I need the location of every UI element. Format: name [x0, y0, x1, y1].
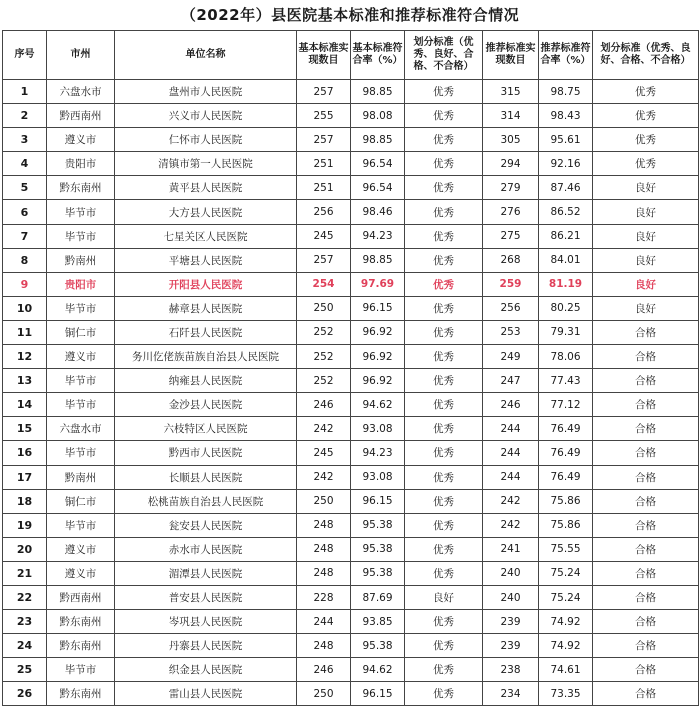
- cell-basic-num: 250: [297, 296, 351, 320]
- cell-name: 平塘县人民医院: [115, 248, 297, 272]
- cell-city: 贵阳市: [47, 152, 115, 176]
- cell-name: 丹寨县人民医院: [115, 634, 297, 658]
- table-row-highlighted: [3, 272, 699, 296]
- cell-basic-grade: 优秀: [405, 296, 483, 320]
- cell-basic-grade: 优秀: [405, 393, 483, 417]
- cell-basic-num: 248: [297, 561, 351, 585]
- cell-basic-num: 228: [297, 585, 351, 609]
- cell-name: 兴义市人民医院: [115, 104, 297, 128]
- cell-rec-grade: 合格: [593, 634, 699, 658]
- cell-city: 黔南州: [47, 248, 115, 272]
- cell-rec-grade: 合格: [593, 345, 699, 369]
- cell-city: 黔西南州: [47, 104, 115, 128]
- cell-basic-rate: 96.54: [351, 176, 405, 200]
- cell-rec-rate: 98.43: [539, 104, 593, 128]
- header-city: 市州: [47, 31, 115, 80]
- cell-no: 13: [3, 369, 47, 393]
- cell-basic-num: 242: [297, 417, 351, 441]
- cell-basic-rate: 95.38: [351, 634, 405, 658]
- cell-no: 21: [3, 561, 47, 585]
- cell-basic-num: 257: [297, 128, 351, 152]
- table-row: [3, 634, 699, 658]
- cell-name: 赤水市人民医院: [115, 537, 297, 561]
- cell-name: 松桃苗族自治县人民医院: [115, 489, 297, 513]
- cell-basic-rate: 94.23: [351, 441, 405, 465]
- cell-basic-grade: 优秀: [405, 345, 483, 369]
- cell-basic-rate: 98.85: [351, 80, 405, 104]
- cell-basic-num: 242: [297, 465, 351, 489]
- cell-rec-grade: 合格: [593, 465, 699, 489]
- cell-basic-num: 248: [297, 513, 351, 537]
- table-row: [3, 489, 699, 513]
- cell-rec-grade: 合格: [593, 585, 699, 609]
- table-row: [3, 658, 699, 682]
- cell-rec-num: 244: [483, 441, 539, 465]
- cell-name: 黄平县人民医院: [115, 176, 297, 200]
- cell-rec-num: 305: [483, 128, 539, 152]
- cell-rec-rate: 86.21: [539, 224, 593, 248]
- cell-no: 1: [3, 80, 47, 104]
- cell-city: 黔东南州: [47, 682, 115, 706]
- cell-rec-num: 314: [483, 104, 539, 128]
- header-no: 序号: [3, 31, 47, 80]
- cell-rec-grade: 良好: [593, 272, 699, 296]
- cell-basic-grade: 优秀: [405, 200, 483, 224]
- cell-name: 大方县人民医院: [115, 200, 297, 224]
- cell-rec-grade: 合格: [593, 369, 699, 393]
- cell-name: 六枝特区人民医院: [115, 417, 297, 441]
- cell-rec-num: 244: [483, 417, 539, 441]
- cell-rec-num: 239: [483, 634, 539, 658]
- table-row: [3, 200, 699, 224]
- cell-city: 遵义市: [47, 345, 115, 369]
- cell-basic-grade: 优秀: [405, 658, 483, 682]
- cell-no: 10: [3, 296, 47, 320]
- cell-rec-rate: 75.86: [539, 513, 593, 537]
- cell-rec-grade: 良好: [593, 176, 699, 200]
- cell-rec-num: 315: [483, 80, 539, 104]
- cell-name: 仁怀市人民医院: [115, 128, 297, 152]
- cell-no: 26: [3, 682, 47, 706]
- cell-no: 18: [3, 489, 47, 513]
- cell-no: 16: [3, 441, 47, 465]
- cell-rec-grade: 良好: [593, 296, 699, 320]
- cell-basic-grade: 良好: [405, 585, 483, 609]
- table-row: [3, 80, 699, 104]
- cell-rec-grade: 合格: [593, 610, 699, 634]
- cell-rec-rate: 79.31: [539, 320, 593, 344]
- cell-basic-grade: 优秀: [405, 248, 483, 272]
- header-rec-num: 推荐标准实现数目: [483, 31, 539, 80]
- cell-no: 23: [3, 610, 47, 634]
- cell-city: 毕节市: [47, 658, 115, 682]
- cell-name: 赫章县人民医院: [115, 296, 297, 320]
- cell-city: 毕节市: [47, 224, 115, 248]
- cell-name: 岑巩县人民医院: [115, 610, 297, 634]
- cell-name: 织金县人民医院: [115, 658, 297, 682]
- table-row: [3, 682, 699, 706]
- cell-no: 2: [3, 104, 47, 128]
- cell-name: 七星关区人民医院: [115, 224, 297, 248]
- cell-basic-grade: 优秀: [405, 561, 483, 585]
- cell-rec-rate: 74.92: [539, 634, 593, 658]
- cell-basic-rate: 94.62: [351, 658, 405, 682]
- cell-no: 4: [3, 152, 47, 176]
- cell-name: 石阡县人民医院: [115, 320, 297, 344]
- cell-basic-num: 251: [297, 152, 351, 176]
- cell-rec-num: 275: [483, 224, 539, 248]
- cell-no: 24: [3, 634, 47, 658]
- cell-name: 黔西市人民医院: [115, 441, 297, 465]
- cell-rec-grade: 优秀: [593, 104, 699, 128]
- header-rec-grade: 划分标准（优秀、良好、合格、不合格）: [593, 31, 699, 80]
- cell-basic-rate: 96.15: [351, 296, 405, 320]
- table-row: [3, 610, 699, 634]
- cell-city: 黔东南州: [47, 634, 115, 658]
- cell-rec-rate: 73.35: [539, 682, 593, 706]
- cell-rec-rate: 78.06: [539, 345, 593, 369]
- cell-rec-grade: 合格: [593, 513, 699, 537]
- cell-no: 25: [3, 658, 47, 682]
- cell-rec-num: 247: [483, 369, 539, 393]
- cell-city: 贵阳市: [47, 272, 115, 296]
- cell-city: 遵义市: [47, 537, 115, 561]
- cell-basic-grade: 优秀: [405, 610, 483, 634]
- cell-no: 15: [3, 417, 47, 441]
- cell-basic-grade: 优秀: [405, 682, 483, 706]
- cell-basic-grade: 优秀: [405, 104, 483, 128]
- cell-rec-rate: 81.19: [539, 272, 593, 296]
- cell-rec-num: 294: [483, 152, 539, 176]
- cell-city: 黔南州: [47, 465, 115, 489]
- cell-rec-rate: 76.49: [539, 465, 593, 489]
- cell-basic-grade: 优秀: [405, 513, 483, 537]
- cell-no: 6: [3, 200, 47, 224]
- cell-basic-rate: 98.85: [351, 248, 405, 272]
- cell-basic-num: 250: [297, 489, 351, 513]
- cell-no: 11: [3, 320, 47, 344]
- cell-rec-num: 241: [483, 537, 539, 561]
- cell-basic-num: 251: [297, 176, 351, 200]
- cell-rec-grade: 优秀: [593, 80, 699, 104]
- cell-basic-grade: 优秀: [405, 417, 483, 441]
- cell-rec-num: 256: [483, 296, 539, 320]
- cell-basic-grade: 优秀: [405, 537, 483, 561]
- cell-basic-num: 250: [297, 682, 351, 706]
- cell-name: 湄潭县人民医院: [115, 561, 297, 585]
- cell-basic-num: 245: [297, 441, 351, 465]
- cell-basic-rate: 93.85: [351, 610, 405, 634]
- cell-rec-num: 242: [483, 489, 539, 513]
- cell-rec-num: 259: [483, 272, 539, 296]
- cell-basic-rate: 94.62: [351, 393, 405, 417]
- cell-basic-grade: 优秀: [405, 320, 483, 344]
- table-row: [3, 320, 699, 344]
- table-row: [3, 537, 699, 561]
- cell-basic-rate: 93.08: [351, 465, 405, 489]
- cell-name: 长顺县人民医院: [115, 465, 297, 489]
- cell-rec-rate: 75.55: [539, 537, 593, 561]
- table-row: [3, 128, 699, 152]
- cell-no: 20: [3, 537, 47, 561]
- cell-basic-rate: 96.54: [351, 152, 405, 176]
- cell-basic-grade: 优秀: [405, 465, 483, 489]
- cell-basic-grade: 优秀: [405, 272, 483, 296]
- header-basic-num: 基本标准实现数目: [297, 31, 351, 80]
- cell-rec-grade: 合格: [593, 561, 699, 585]
- cell-basic-grade: 优秀: [405, 634, 483, 658]
- cell-basic-num: 256: [297, 200, 351, 224]
- cell-basic-grade: 优秀: [405, 152, 483, 176]
- cell-basic-rate: 96.15: [351, 489, 405, 513]
- cell-no: 12: [3, 345, 47, 369]
- cell-basic-rate: 95.38: [351, 561, 405, 585]
- cell-basic-num: 254: [297, 272, 351, 296]
- header-basic-rate: 基本标准符合率（%）: [351, 31, 405, 80]
- cell-name: 清镇市第一人民医院: [115, 152, 297, 176]
- cell-rec-rate: 87.46: [539, 176, 593, 200]
- cell-city: 毕节市: [47, 393, 115, 417]
- cell-no: 22: [3, 585, 47, 609]
- cell-basic-grade: 优秀: [405, 224, 483, 248]
- cell-rec-rate: 75.24: [539, 585, 593, 609]
- table-body: [3, 80, 699, 706]
- cell-no: 8: [3, 248, 47, 272]
- cell-rec-rate: 80.25: [539, 296, 593, 320]
- cell-name: 瓮安县人民医院: [115, 513, 297, 537]
- header-rec-rate: 推荐标准符合率（%）: [539, 31, 593, 80]
- cell-city: 遵义市: [47, 561, 115, 585]
- cell-city: 毕节市: [47, 513, 115, 537]
- cell-no: 14: [3, 393, 47, 417]
- cell-rec-grade: 合格: [593, 441, 699, 465]
- cell-name: 盘州市人民医院: [115, 80, 297, 104]
- cell-rec-num: 244: [483, 465, 539, 489]
- table-row: [3, 513, 699, 537]
- cell-rec-grade: 合格: [593, 489, 699, 513]
- cell-rec-grade: 优秀: [593, 128, 699, 152]
- cell-basic-rate: 94.23: [351, 224, 405, 248]
- cell-rec-rate: 98.75: [539, 80, 593, 104]
- cell-basic-rate: 95.38: [351, 537, 405, 561]
- cell-no: 9: [3, 272, 47, 296]
- cell-city: 黔西南州: [47, 585, 115, 609]
- cell-rec-num: 238: [483, 658, 539, 682]
- cell-rec-rate: 92.16: [539, 152, 593, 176]
- cell-basic-num: 252: [297, 320, 351, 344]
- cell-city: 铜仁市: [47, 489, 115, 513]
- cell-city: 黔东南州: [47, 176, 115, 200]
- cell-basic-num: 257: [297, 248, 351, 272]
- cell-rec-num: 239: [483, 610, 539, 634]
- cell-basic-num: 257: [297, 80, 351, 104]
- cell-basic-num: 252: [297, 369, 351, 393]
- cell-basic-num: 255: [297, 104, 351, 128]
- table-row: [3, 248, 699, 272]
- table-header: [3, 31, 699, 80]
- cell-basic-num: 246: [297, 658, 351, 682]
- cell-city: 遵义市: [47, 128, 115, 152]
- cell-basic-num: 246: [297, 393, 351, 417]
- cell-name: 纳雍县人民医院: [115, 369, 297, 393]
- table-row: [3, 417, 699, 441]
- cell-basic-grade: 优秀: [405, 128, 483, 152]
- cell-no: 5: [3, 176, 47, 200]
- cell-basic-num: 252: [297, 345, 351, 369]
- cell-rec-grade: 合格: [593, 417, 699, 441]
- cell-rec-num: 240: [483, 585, 539, 609]
- cell-basic-grade: 优秀: [405, 441, 483, 465]
- cell-rec-grade: 良好: [593, 200, 699, 224]
- cell-basic-rate: 95.38: [351, 513, 405, 537]
- table-row: [3, 369, 699, 393]
- cell-basic-rate: 87.69: [351, 585, 405, 609]
- cell-basic-num: 248: [297, 537, 351, 561]
- cell-city: 毕节市: [47, 296, 115, 320]
- cell-no: 19: [3, 513, 47, 537]
- cell-basic-num: 244: [297, 610, 351, 634]
- cell-name: 普安县人民医院: [115, 585, 297, 609]
- cell-rec-num: 249: [483, 345, 539, 369]
- cell-rec-num: 279: [483, 176, 539, 200]
- table-row: [3, 561, 699, 585]
- table-row: [3, 441, 699, 465]
- table-row: [3, 345, 699, 369]
- table-row: [3, 393, 699, 417]
- cell-basic-rate: 96.92: [351, 320, 405, 344]
- header-name: 单位名称: [115, 31, 297, 80]
- cell-rec-rate: 76.49: [539, 417, 593, 441]
- cell-basic-rate: 98.08: [351, 104, 405, 128]
- cell-rec-grade: 合格: [593, 537, 699, 561]
- cell-rec-num: 253: [483, 320, 539, 344]
- table-row: [3, 176, 699, 200]
- cell-name: 务川仡佬族苗族自治县人民医院: [115, 345, 297, 369]
- cell-rec-rate: 75.24: [539, 561, 593, 585]
- table-row: [3, 585, 699, 609]
- cell-city: 毕节市: [47, 441, 115, 465]
- cell-rec-grade: 合格: [593, 393, 699, 417]
- cell-rec-num: 268: [483, 248, 539, 272]
- hospital-standards-table: [2, 30, 699, 706]
- cell-rec-rate: 76.49: [539, 441, 593, 465]
- cell-rec-rate: 77.12: [539, 393, 593, 417]
- cell-rec-rate: 74.61: [539, 658, 593, 682]
- page-title: （2022年）县医院基本标准和推荐标准符合情况: [180, 6, 520, 24]
- cell-city: 铜仁市: [47, 320, 115, 344]
- cell-no: 17: [3, 465, 47, 489]
- cell-name: 开阳县人民医院: [115, 272, 297, 296]
- cell-rec-num: 240: [483, 561, 539, 585]
- cell-name: 雷山县人民医院: [115, 682, 297, 706]
- cell-basic-rate: 96.15: [351, 682, 405, 706]
- cell-rec-num: 242: [483, 513, 539, 537]
- cell-rec-grade: 良好: [593, 248, 699, 272]
- cell-rec-rate: 74.92: [539, 610, 593, 634]
- cell-rec-grade: 合格: [593, 320, 699, 344]
- cell-basic-rate: 96.92: [351, 369, 405, 393]
- cell-no: 3: [3, 128, 47, 152]
- cell-rec-rate: 95.61: [539, 128, 593, 152]
- table-row: [3, 152, 699, 176]
- table-row: [3, 104, 699, 128]
- cell-basic-num: 245: [297, 224, 351, 248]
- cell-basic-grade: 优秀: [405, 489, 483, 513]
- cell-rec-num: 276: [483, 200, 539, 224]
- table-row: [3, 224, 699, 248]
- cell-name: 金沙县人民医院: [115, 393, 297, 417]
- cell-rec-grade: 良好: [593, 224, 699, 248]
- cell-basic-grade: 优秀: [405, 176, 483, 200]
- cell-city: 黔东南州: [47, 610, 115, 634]
- cell-rec-rate: 77.43: [539, 369, 593, 393]
- cell-rec-rate: 75.86: [539, 489, 593, 513]
- cell-basic-rate: 97.69: [351, 272, 405, 296]
- cell-city: 毕节市: [47, 369, 115, 393]
- cell-basic-rate: 93.08: [351, 417, 405, 441]
- cell-basic-grade: 优秀: [405, 369, 483, 393]
- cell-city: 毕节市: [47, 200, 115, 224]
- cell-rec-num: 246: [483, 393, 539, 417]
- table-row: [3, 296, 699, 320]
- cell-rec-grade: 优秀: [593, 152, 699, 176]
- cell-rec-grade: 合格: [593, 682, 699, 706]
- cell-no: 7: [3, 224, 47, 248]
- cell-basic-rate: 96.92: [351, 345, 405, 369]
- header-basic-grade: 划分标准（优秀、良好、合格、不合格）: [405, 31, 483, 80]
- cell-basic-rate: 98.85: [351, 128, 405, 152]
- cell-city: 六盘水市: [47, 417, 115, 441]
- cell-basic-num: 248: [297, 634, 351, 658]
- cell-rec-grade: 合格: [593, 658, 699, 682]
- table-row: [3, 465, 699, 489]
- cell-rec-rate: 84.01: [539, 248, 593, 272]
- cell-city: 六盘水市: [47, 80, 115, 104]
- cell-rec-num: 234: [483, 682, 539, 706]
- cell-rec-rate: 86.52: [539, 200, 593, 224]
- cell-basic-rate: 98.46: [351, 200, 405, 224]
- cell-basic-grade: 优秀: [405, 80, 483, 104]
